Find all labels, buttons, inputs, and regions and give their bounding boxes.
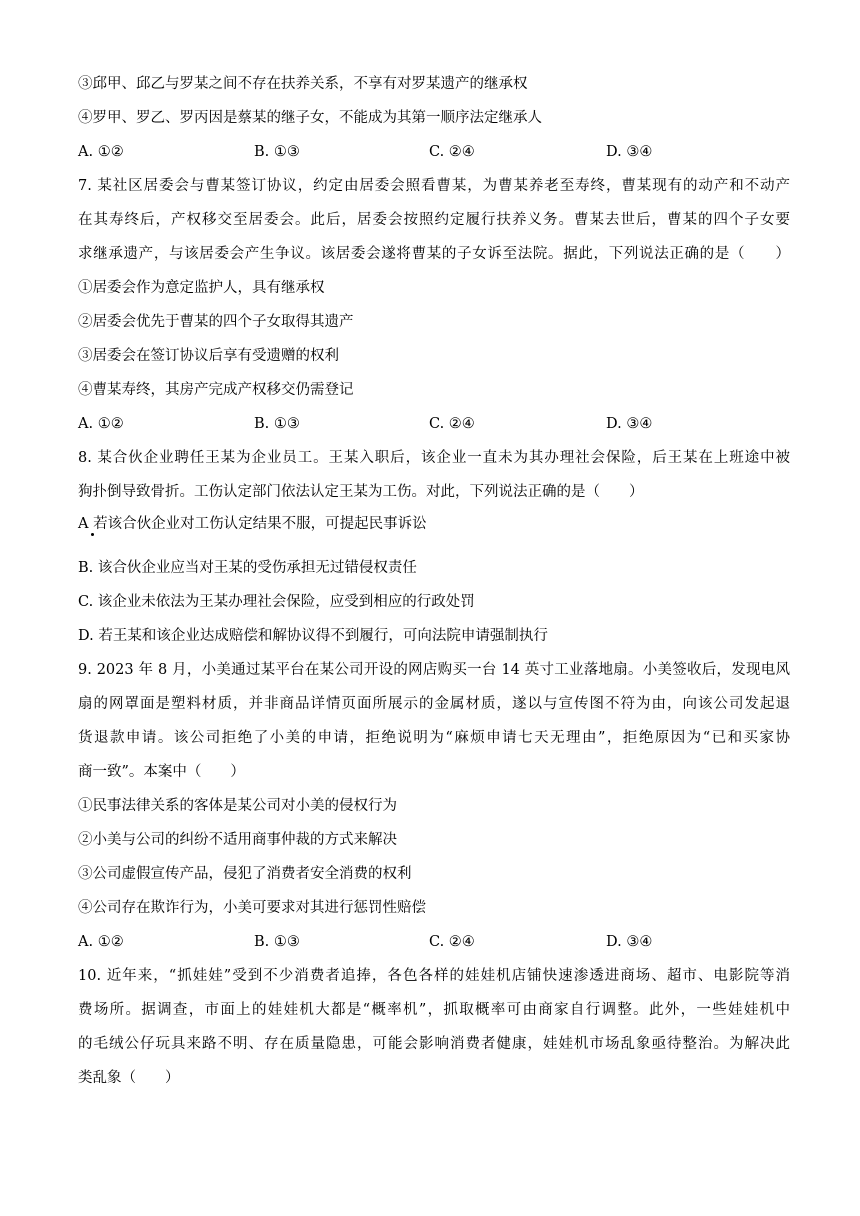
q10-stem-line-3: 的毛绒公仔玩具来路不明、存在质量隐患，可能会影响消费者健康，娃娃机市场乱象亟待整治。为解决此: [78, 1036, 790, 1052]
q9-stem-line-2: 扇的网罩面是塑料材质，并非商品详情页面所展示的金属材质，遂以与宣传图不符为由，向该公司发起退: [78, 696, 790, 712]
q7-option-b[interactable]: B. ①③: [254, 416, 300, 432]
q7-options: [78, 414, 790, 434]
q9-option-b[interactable]: B. ①③: [254, 934, 300, 950]
q9-statement-3: ③公司虚假宣传产品，侵犯了消费者安全消费的权利: [78, 866, 412, 882]
q9-stem-line-3: 货退款申请。该公司拒绝了小美的申请，拒绝说明为“麻烦申请七天无理由”，拒绝原因为“已和买家协: [78, 730, 790, 746]
q6-option-a[interactable]: A. ①②: [78, 144, 124, 160]
q9-option-a[interactable]: A. ①②: [78, 934, 124, 950]
q7-stem-line-3: 求继承遗产，与该居委会产生争议。该居委会遂将曹某的子女诉至法院。据此，下列说法正确的是（ ）: [78, 246, 790, 262]
q10-stem-line-2: 费场所。据调查，市面上的娃娃机大都是“概率机”，抓取概率可由商家自行调整。此外，一些娃娃机中: [78, 1002, 790, 1018]
q6-statement-4: ④罗甲、罗乙、罗丙因是蔡某的继子女，不能成为其第一顺序法定继承人: [78, 110, 542, 126]
q9-statement-2: ②小美与公司的纠纷不适用商事仲裁的方式来解决: [78, 832, 397, 848]
q10-stem-line-4: 类乱象（ ）: [78, 1070, 180, 1086]
q9-option-d[interactable]: D. ③④: [606, 934, 653, 950]
q9-stem-line-1: 9. 2023 年 8 月，小美通过某平台在某公司开设的网店购买一台 14 英寸工业落地扇。小美签收后，发现电风: [78, 662, 790, 678]
q8-option-b[interactable]: B. 该合伙企业应当对王某的受伤承担无过错侵权责任: [78, 560, 417, 576]
stray-dot-mark: [91, 533, 94, 536]
q9-statement-4: ④公司存在欺诈行为，小美可要求对其进行惩罚性赔偿: [78, 900, 426, 916]
q8-option-c[interactable]: C. 该企业未依法为王某办理社会保险，应受到相应的行政处罚: [78, 594, 475, 610]
q8-option-a[interactable]: A 若该合伙企业对工伤认定结果不服，可提起民事诉讼: [78, 516, 427, 532]
q7-statement-1: ①居委会作为意定监护人，具有继承权: [78, 280, 325, 296]
q6-options: [78, 142, 790, 162]
q7-option-d[interactable]: D. ③④: [606, 416, 653, 432]
q6-option-c[interactable]: C. ②④: [429, 144, 475, 160]
q10-stem-line-1: 10. 近年来，“抓娃娃”受到不少消费者追捧，各色各样的娃娃机店铺快速渗透进商场、超市、电影院等消: [78, 968, 790, 984]
q7-stem-line-1: 7. 某社区居委会与曹某签订协议，约定由居委会照看曹某，为曹某养老至寿终，曹某现有的动产和不动产: [78, 178, 790, 194]
q9-option-c[interactable]: C. ②④: [429, 934, 475, 950]
q6-option-b[interactable]: B. ①③: [254, 144, 300, 160]
q8-stem-line-2: 狗扑倒导致骨折。工伤认定部门依法认定王某为工伤。对此，下列说法正确的是（ ）: [78, 484, 644, 500]
q6-statement-3: ③邱甲、邱乙与罗某之间不存在扶养关系，不享有对罗某遗产的继承权: [78, 76, 528, 92]
q6-option-d[interactable]: D. ③④: [606, 144, 653, 160]
q8-stem-line-1: 8. 某合伙企业聘任王某为企业员工。王某入职后，该企业一直未为其办理社会保险，后王某在上班途中被: [78, 450, 790, 466]
q7-statement-4: ④曹某寿终，其房产完成产权移交仍需登记: [78, 382, 354, 398]
q7-option-c[interactable]: C. ②④: [429, 416, 475, 432]
q9-stem-line-4: 商一致”。本案中（ ）: [78, 764, 245, 780]
q7-statement-2: ②居委会优先于曹某的四个子女取得其遗产: [78, 314, 354, 330]
q7-option-a[interactable]: A. ①②: [78, 416, 124, 432]
q7-stem-line-2: 在其寿终后，产权移交至居委会。此后，居委会按照约定履行扶养义务。曹某去世后，曹某的四个子女要: [78, 212, 790, 228]
q7-statement-3: ③居委会在签订协议后享有受遗赠的权利: [78, 348, 339, 364]
q9-options: [78, 932, 790, 952]
q8-option-d[interactable]: D. 若王某和该企业达成赔偿和解协议得不到履行，可向法院申请强制执行: [78, 628, 548, 644]
q9-statement-1: ①民事法律关系的客体是某公司对小美的侵权行为: [78, 798, 397, 814]
